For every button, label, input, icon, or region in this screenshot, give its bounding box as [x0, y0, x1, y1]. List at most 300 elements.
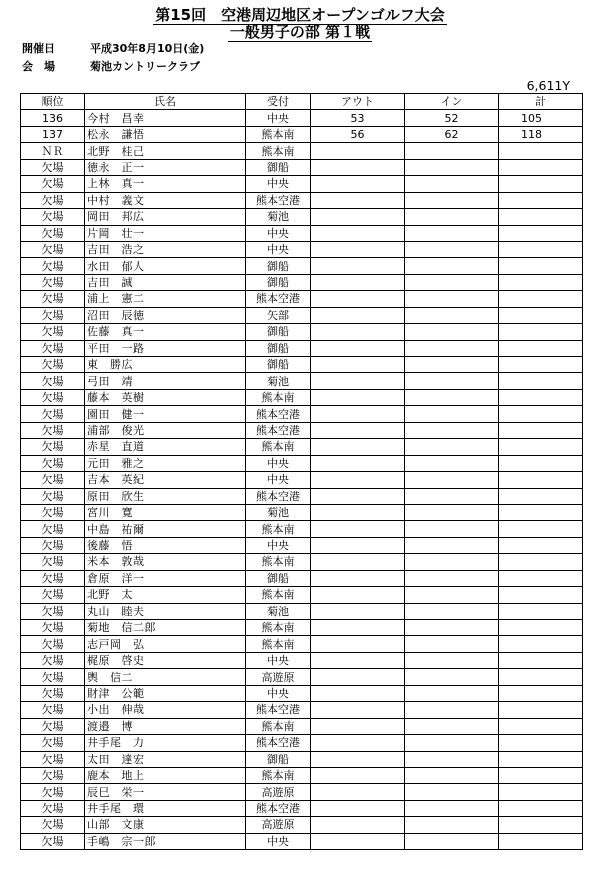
table-row — [21, 126, 583, 142]
rank-cell: 欠場 — [21, 488, 85, 504]
club-cell: 中央 — [246, 685, 311, 701]
table-row — [21, 192, 583, 208]
club-cell: 熊本南 — [246, 636, 311, 652]
total-cell — [499, 685, 583, 701]
total-cell — [499, 357, 583, 373]
out-cell — [311, 143, 405, 159]
rank-cell: 欠場 — [21, 274, 85, 290]
out-cell — [311, 833, 405, 849]
total-cell — [499, 143, 583, 159]
table-row — [21, 587, 583, 603]
table-row — [21, 570, 583, 586]
out-cell — [311, 800, 405, 816]
club-cell: 熊本南 — [246, 767, 311, 783]
club-cell: 熊本南 — [246, 718, 311, 734]
rank-cell: 欠場 — [21, 357, 85, 373]
rank-cell: 欠場 — [21, 735, 85, 751]
in-cell — [405, 669, 499, 685]
name-cell: 中島 祐爾 — [85, 521, 246, 537]
out-cell — [311, 751, 405, 767]
club-cell: 熊本空港 — [246, 488, 311, 504]
results-body — [21, 110, 583, 850]
total-cell — [499, 406, 583, 422]
table-row — [21, 718, 583, 734]
in-cell — [405, 784, 499, 800]
date-label: 開催日 — [22, 42, 55, 55]
table-row — [21, 636, 583, 652]
name-cell: 片岡 壮一 — [85, 225, 246, 241]
name-cell: 辰巳 栄一 — [85, 784, 246, 800]
name-cell: 鹿本 地上 — [85, 767, 246, 783]
out-cell — [311, 636, 405, 652]
club-cell: 御船 — [246, 340, 311, 356]
title-text: 第15回 空港周辺地区オープンゴルフ大会 — [155, 6, 445, 24]
name-cell: 渡邉 博 — [85, 718, 246, 734]
table-row — [21, 307, 583, 323]
club-cell: 熊本南 — [246, 554, 311, 570]
rank-cell: 欠場 — [21, 620, 85, 636]
rank-cell: 欠場 — [21, 504, 85, 520]
table-row — [21, 389, 583, 405]
table-row — [21, 357, 583, 373]
rank-cell: 欠場 — [21, 389, 85, 405]
club-cell: 御船 — [246, 324, 311, 340]
club-cell: 熊本南 — [246, 126, 311, 142]
table-row — [21, 241, 583, 257]
out-cell — [311, 554, 405, 570]
club-cell: 熊本南 — [246, 389, 311, 405]
table-row — [21, 767, 583, 783]
club-cell: 御船 — [246, 357, 311, 373]
club-cell: 中央 — [246, 110, 311, 126]
out-cell — [311, 718, 405, 734]
in-cell — [405, 455, 499, 471]
out-cell — [311, 685, 405, 701]
in-cell — [405, 685, 499, 701]
rank-cell: 欠場 — [21, 554, 85, 570]
rank-cell: 欠場 — [21, 702, 85, 718]
total-cell — [499, 702, 583, 718]
rank-cell: 欠場 — [21, 652, 85, 668]
in-cell — [405, 702, 499, 718]
total-cell — [499, 159, 583, 175]
out-cell — [311, 652, 405, 668]
total-cell — [499, 209, 583, 225]
total-cell — [499, 488, 583, 504]
in-cell — [405, 718, 499, 734]
in-cell — [405, 735, 499, 751]
in-cell — [405, 159, 499, 175]
total-cell — [499, 504, 583, 520]
club-cell: 菊池 — [246, 603, 311, 619]
name-cell: 小出 伸哉 — [85, 702, 246, 718]
name-cell: 水田 郁人 — [85, 258, 246, 274]
in-cell — [405, 800, 499, 816]
venue-line — [22, 60, 200, 73]
rank-cell: 欠場 — [21, 225, 85, 241]
total-cell — [499, 324, 583, 340]
table-row — [21, 406, 583, 422]
out-cell — [311, 439, 405, 455]
table-row — [21, 800, 583, 816]
total-cell: 105 — [499, 110, 583, 126]
header-in: イン — [405, 94, 499, 110]
header-rank: 順位 — [21, 94, 85, 110]
rank-cell: 137 — [21, 126, 85, 142]
club-cell: 熊本南 — [246, 521, 311, 537]
name-cell: 山部 文康 — [85, 817, 246, 833]
name-cell: 吉田 浩之 — [85, 241, 246, 257]
in-cell — [405, 422, 499, 438]
in-cell — [405, 570, 499, 586]
out-cell — [311, 537, 405, 553]
subtitle-text: 一般男子の部 第１戦 — [229, 23, 371, 41]
table-row — [21, 652, 583, 668]
total-cell — [499, 570, 583, 586]
rank-cell: 欠場 — [21, 751, 85, 767]
club-cell: 中央 — [246, 537, 311, 553]
out-cell — [311, 735, 405, 751]
in-cell — [405, 521, 499, 537]
club-cell: 熊本南 — [246, 143, 311, 159]
total-cell — [499, 307, 583, 323]
rank-cell: 欠場 — [21, 439, 85, 455]
out-cell — [311, 340, 405, 356]
name-cell: 岡田 邦広 — [85, 209, 246, 225]
rank-cell: 欠場 — [21, 718, 85, 734]
name-cell: 浦上 憲二 — [85, 291, 246, 307]
table-row — [21, 439, 583, 455]
in-cell — [405, 340, 499, 356]
rank-cell: 欠場 — [21, 800, 85, 816]
club-cell: 中央 — [246, 652, 311, 668]
table-row — [21, 373, 583, 389]
club-cell: 熊本南 — [246, 587, 311, 603]
total-cell — [499, 241, 583, 257]
out-cell — [311, 274, 405, 290]
total-cell — [499, 751, 583, 767]
table-row — [21, 833, 583, 849]
header-out: アウト — [311, 94, 405, 110]
total-cell — [499, 340, 583, 356]
table-row — [21, 291, 583, 307]
in-cell — [405, 504, 499, 520]
rank-cell: 欠場 — [21, 406, 85, 422]
club-cell: 高遊原 — [246, 669, 311, 685]
table-row — [21, 274, 583, 290]
club-cell: 中央 — [246, 225, 311, 241]
rank-cell: 欠場 — [21, 258, 85, 274]
page-subtitle — [0, 24, 600, 40]
club-cell: 熊本空港 — [246, 291, 311, 307]
table-row — [21, 735, 583, 751]
rank-cell: 欠場 — [21, 455, 85, 471]
table-row — [21, 603, 583, 619]
in-cell — [405, 652, 499, 668]
name-cell: 赤星 直道 — [85, 439, 246, 455]
date-value: 平成30年8月10日(金) — [90, 42, 205, 55]
out-cell — [311, 422, 405, 438]
name-cell: 手嶋 宗一郎 — [85, 833, 246, 849]
rank-cell: 欠場 — [21, 176, 85, 192]
in-cell — [405, 209, 499, 225]
out-cell — [311, 389, 405, 405]
rank-cell: 欠場 — [21, 817, 85, 833]
in-cell — [405, 767, 499, 783]
total-cell — [499, 176, 583, 192]
total-cell — [499, 422, 583, 438]
club-cell: 菊池 — [246, 504, 311, 520]
out-cell — [311, 159, 405, 175]
out-cell — [311, 504, 405, 520]
in-cell — [405, 620, 499, 636]
table-row — [21, 751, 583, 767]
in-cell — [405, 817, 499, 833]
name-cell: 後藤 悟 — [85, 537, 246, 553]
total-cell — [499, 521, 583, 537]
in-cell — [405, 472, 499, 488]
name-cell: 丸山 睦夫 — [85, 603, 246, 619]
out-cell — [311, 406, 405, 422]
header-row — [21, 94, 583, 110]
table-row — [21, 324, 583, 340]
in-cell — [405, 274, 499, 290]
club-cell: 矢部 — [246, 307, 311, 323]
table-row — [21, 504, 583, 520]
total-cell — [499, 439, 583, 455]
name-cell: 輿 信二 — [85, 669, 246, 685]
date-line — [22, 42, 204, 55]
total-cell — [499, 620, 583, 636]
table-row — [21, 488, 583, 504]
club-cell: 中央 — [246, 833, 311, 849]
rank-cell: 欠場 — [21, 570, 85, 586]
total-cell — [499, 718, 583, 734]
out-cell — [311, 669, 405, 685]
club-cell: 御船 — [246, 274, 311, 290]
table-row — [21, 685, 583, 701]
table-row — [21, 422, 583, 438]
table-row — [21, 209, 583, 225]
club-cell: 熊本南 — [246, 439, 311, 455]
out-cell: 53 — [311, 110, 405, 126]
name-cell: 志戸岡 弘 — [85, 636, 246, 652]
out-cell — [311, 373, 405, 389]
total-cell — [499, 225, 583, 241]
out-cell — [311, 192, 405, 208]
out-cell — [311, 767, 405, 783]
total-cell — [499, 587, 583, 603]
name-cell: 吉本 英紀 — [85, 472, 246, 488]
name-cell: 井手尾 力 — [85, 735, 246, 751]
in-cell — [405, 373, 499, 389]
total-cell — [499, 784, 583, 800]
name-cell: 沼田 辰徳 — [85, 307, 246, 323]
out-cell — [311, 472, 405, 488]
in-cell — [405, 603, 499, 619]
out-cell — [311, 324, 405, 340]
table-row — [21, 143, 583, 159]
rank-cell: 欠場 — [21, 340, 85, 356]
venue-label: 会 場 — [22, 60, 55, 73]
table-row — [21, 784, 583, 800]
club-cell: 中央 — [246, 176, 311, 192]
club-cell: 熊本空港 — [246, 735, 311, 751]
name-cell: 井手尾 環 — [85, 800, 246, 816]
total-cell — [499, 373, 583, 389]
out-cell — [311, 488, 405, 504]
table-row — [21, 110, 583, 126]
rank-cell: 欠場 — [21, 685, 85, 701]
in-cell — [405, 307, 499, 323]
total-cell — [499, 735, 583, 751]
club-cell: 菊池 — [246, 373, 311, 389]
rank-cell: 136 — [21, 110, 85, 126]
club-cell: 高遊原 — [246, 784, 311, 800]
rank-cell: 欠場 — [21, 587, 85, 603]
in-cell — [405, 324, 499, 340]
name-cell: 藤本 英樹 — [85, 389, 246, 405]
name-cell: 太田 達宏 — [85, 751, 246, 767]
name-cell: 原田 欣生 — [85, 488, 246, 504]
name-cell: 上林 真一 — [85, 176, 246, 192]
rank-cell: 欠場 — [21, 636, 85, 652]
name-cell: 北野 太 — [85, 587, 246, 603]
total-cell — [499, 258, 583, 274]
name-cell: 米本 敦哉 — [85, 554, 246, 570]
name-cell: 今村 昌幸 — [85, 110, 246, 126]
table-row — [21, 817, 583, 833]
out-cell — [311, 817, 405, 833]
club-cell: 熊本空港 — [246, 800, 311, 816]
in-cell — [405, 833, 499, 849]
header-club: 受付 — [246, 94, 311, 110]
name-cell: 平田 一路 — [85, 340, 246, 356]
out-cell — [311, 307, 405, 323]
club-cell: 中央 — [246, 241, 311, 257]
in-cell — [405, 537, 499, 553]
rank-cell: 欠場 — [21, 767, 85, 783]
rank-cell: 欠場 — [21, 241, 85, 257]
name-cell: 宮川 寛 — [85, 504, 246, 520]
table-row — [21, 225, 583, 241]
name-cell: 元田 雅之 — [85, 455, 246, 471]
out-cell — [311, 357, 405, 373]
out-cell — [311, 521, 405, 537]
name-cell: 園田 健一 — [85, 406, 246, 422]
rank-cell: ＮＲ — [21, 143, 85, 159]
page-title — [0, 7, 600, 23]
club-cell: 熊本空港 — [246, 406, 311, 422]
table-row — [21, 554, 583, 570]
out-cell — [311, 620, 405, 636]
name-cell: 倉原 洋一 — [85, 570, 246, 586]
in-cell — [405, 636, 499, 652]
in-cell — [405, 192, 499, 208]
table-row — [21, 176, 583, 192]
rank-cell: 欠場 — [21, 521, 85, 537]
name-cell: 東 勝広 — [85, 357, 246, 373]
out-cell — [311, 455, 405, 471]
club-cell: 高遊原 — [246, 817, 311, 833]
out-cell — [311, 241, 405, 257]
out-cell — [311, 784, 405, 800]
out-cell — [311, 209, 405, 225]
out-cell — [311, 603, 405, 619]
out-cell: 56 — [311, 126, 405, 142]
total-cell — [499, 767, 583, 783]
table-row — [21, 521, 583, 537]
total-cell — [499, 472, 583, 488]
in-cell — [405, 751, 499, 767]
in-cell — [405, 241, 499, 257]
total-cell — [499, 817, 583, 833]
in-cell — [405, 258, 499, 274]
club-cell: 菊池 — [246, 209, 311, 225]
club-cell: 熊本空港 — [246, 702, 311, 718]
out-cell — [311, 570, 405, 586]
rank-cell: 欠場 — [21, 192, 85, 208]
total-cell — [499, 192, 583, 208]
in-cell — [405, 291, 499, 307]
in-cell — [405, 143, 499, 159]
venue-value: 菊池カントリークラブ — [90, 60, 200, 73]
total-cell — [499, 291, 583, 307]
rank-cell: 欠場 — [21, 784, 85, 800]
total-cell: 118 — [499, 126, 583, 142]
yardage: 6,611Y — [526, 78, 570, 93]
name-cell: 徳永 正一 — [85, 159, 246, 175]
header-total: 計 — [499, 94, 583, 110]
club-cell: 中央 — [246, 472, 311, 488]
table-row — [21, 537, 583, 553]
out-cell — [311, 587, 405, 603]
table-row — [21, 455, 583, 471]
club-cell: 御船 — [246, 751, 311, 767]
name-cell: 梶原 啓史 — [85, 652, 246, 668]
in-cell: 62 — [405, 126, 499, 142]
rank-cell: 欠場 — [21, 472, 85, 488]
club-cell: 御船 — [246, 258, 311, 274]
club-cell: 中央 — [246, 455, 311, 471]
table-row — [21, 159, 583, 175]
table-row — [21, 472, 583, 488]
name-cell: 吉田 誠 — [85, 274, 246, 290]
table-row — [21, 702, 583, 718]
table-row — [21, 620, 583, 636]
total-cell — [499, 669, 583, 685]
rank-cell: 欠場 — [21, 291, 85, 307]
out-cell — [311, 702, 405, 718]
total-cell — [499, 274, 583, 290]
rank-cell: 欠場 — [21, 537, 85, 553]
results-table — [20, 93, 583, 850]
out-cell — [311, 258, 405, 274]
rank-cell: 欠場 — [21, 603, 85, 619]
club-cell: 御船 — [246, 570, 311, 586]
out-cell — [311, 291, 405, 307]
total-cell — [499, 603, 583, 619]
in-cell — [405, 554, 499, 570]
rank-cell: 欠場 — [21, 159, 85, 175]
name-cell: 中村 義文 — [85, 192, 246, 208]
in-cell — [405, 389, 499, 405]
name-cell: 弓田 靖 — [85, 373, 246, 389]
club-cell: 熊本空港 — [246, 192, 311, 208]
total-cell — [499, 455, 583, 471]
rank-cell: 欠場 — [21, 373, 85, 389]
in-cell — [405, 176, 499, 192]
